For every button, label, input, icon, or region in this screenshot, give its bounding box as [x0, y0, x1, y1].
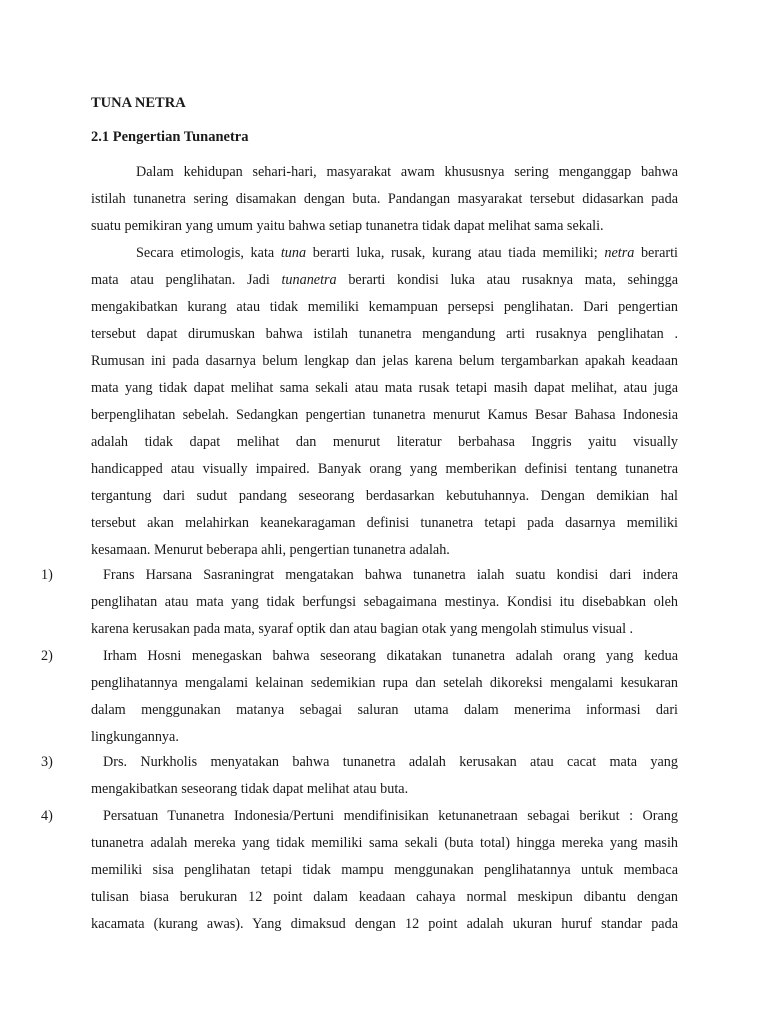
list-item-line: tulisan biasa berukuran 12 point dalam keadaan cahaya normal meskipun dibantu dengan [91, 889, 678, 905]
paragraph-line: berpenglihatan sebelah. Sedangkan pengertian tunanetra menurut Kamus Besar Bahasa Indonesia [91, 407, 678, 423]
list-number: 3) [41, 754, 53, 770]
list-number: 1) [41, 567, 53, 583]
list-item-line: Persatuan Tunanetra Indonesia/Pertuni mendifinisikan ketunanetraan sebagai berikut : Orang [103, 808, 678, 824]
list-number: 2) [41, 648, 53, 664]
list-item-line: mengakibatkan seseorang tidak dapat melihat atau buta. [91, 781, 409, 797]
paragraph-line: tersebut dapat dirumuskan bahwa istilah tunanetra mengandung arti rusaknya penglihatan . [91, 326, 678, 342]
list-item-line: tunanetra adalah mereka yang tidak memiliki sama sekali (buta total) hingga mereka yang masih [91, 835, 678, 851]
paragraph-line: mengakibatkan kurang atau tidak memiliki kemampuan persepsi penglihatan. Dari pengertian [91, 299, 678, 315]
list-item-line: dalam menggunakan matanya sebagai saluran utama dalam menerima informasi dari [91, 702, 678, 718]
paragraph-line: Rumusan ini pada dasarnya belum lengkap dan jelas karena belum tergambarkan apakah keadaan [91, 353, 678, 369]
list-item-line: karena kerusakan pada mata, syaraf optik dan atau bagian otak yang mengolah stimulus visual . [91, 621, 634, 637]
list-item-line: kacamata (kurang awas). Yang dimaksud dengan 12 point adalah ukuran huruf standar pada [91, 916, 678, 932]
list-item-line: memiliki sisa penglihatan tetapi tidak mampu menggunakan penglihatannya untuk membaca [91, 862, 678, 878]
italic-term: tunanetra [281, 272, 337, 288]
paragraph-line: mata yang tidak dapat melihat sama sekali atau mata rusak tetapi masih dapat melihat, atau juga [91, 380, 678, 396]
section-heading: 2.1 Pengertian Tunanetra [91, 129, 249, 145]
list-item-line: penglihatan atau mata yang tidak berfungsi sebagaimana mestinya. Kondisi itu disebabkan oleh [91, 594, 678, 610]
list-number: 4) [41, 808, 53, 824]
paragraph-line: tergantung dari sudut pandang seseorang berdasarkan kebutuhannya. Dengan demikian hal [91, 488, 678, 504]
paragraph-line: adalah tidak dapat melihat dan menurut literatur berbahasa Inggris yaitu visually [91, 434, 678, 450]
paragraph-line: handicapped atau visually impaired. Banyak orang yang memberikan definisi tentang tunanetra [91, 461, 678, 477]
list-item-line: Drs. Nurkholis menyatakan bahwa tunanetra adalah kerusakan atau cacat mata yang [103, 754, 678, 770]
list-item-line: penglihatannya mengalami kelainan sedemikian rupa dan setelah dikoreksi mengalami kesukaran [91, 675, 678, 691]
paragraph-line: mata atau penglihatan. Jadi tunanetra berarti kondisi luka atau rusaknya mata, sehingga [91, 272, 678, 288]
list-item-line: lingkungannya. [91, 729, 179, 745]
paragraph-line: Dalam kehidupan sehari-hari, masyarakat awam khususnya sering menganggap bahwa [136, 164, 678, 180]
italic-term: tuna [280, 245, 307, 261]
paragraph-line: tersebut akan melahirkan keanekaragaman definisi tunanetra tetapi pada dasarnya memiliki [91, 515, 678, 531]
paragraph-line: istilah tunanetra sering disamakan dengan buta. Pandangan masyarakat tersebut didasarkan pada [91, 191, 678, 207]
document-title: TUNA NETRA [91, 95, 186, 111]
italic-term: netra [604, 245, 635, 261]
paragraph-line: Secara etimologis, kata tuna berarti luka, rusak, kurang atau tiada memiliki; netra berarti [136, 245, 678, 261]
paragraph-line: kesamaan. Menurut beberapa ahli, pengertian tunanetra adalah. [91, 542, 450, 558]
list-item-line: Irham Hosni menegaskan bahwa seseorang dikatakan tunanetra adalah orang yang kedua [103, 648, 678, 664]
list-item-line: Frans Harsana Sasraningrat mengatakan bahwa tunanetra ialah suatu kondisi dari indera [103, 567, 678, 583]
paragraph-line: suatu pemikiran yang umum yaitu bahwa setiap tunanetra tidak dapat melihat sama sekali. [91, 218, 604, 234]
